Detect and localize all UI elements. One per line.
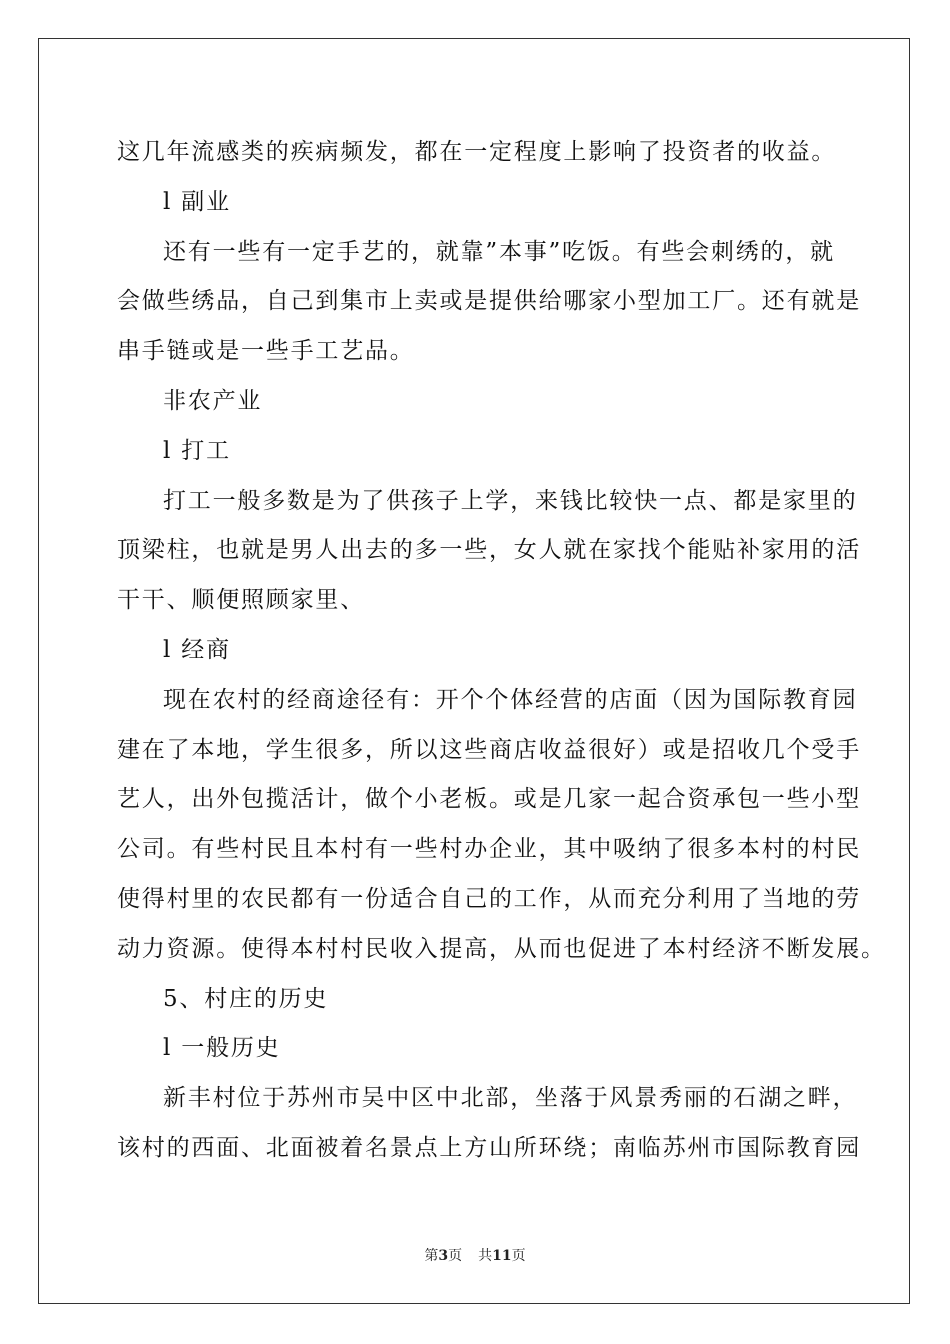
- section-heading-work: l 打工: [163, 437, 231, 464]
- page-number: 3: [438, 1248, 449, 1264]
- text-line: 还有一些有一定手艺的，就靠”本事”吃饭。有些会刺绣的，就: [163, 238, 835, 265]
- text-line: 现在农村的经商途径有：开个个体经营的店面（因为国际教育园: [163, 686, 858, 713]
- text-line: 这几年流感类的疾病频发，都在一定程度上影响了投资者的收益。: [117, 139, 837, 165]
- text-line: 顶梁柱，也就是男人出去的多一些，女人就在家找个能贴补家用的活: [117, 537, 861, 564]
- text-line: 干干、顺便照顾家里、: [117, 587, 365, 614]
- text-line: 打工一般多数是为了供孩子上学，来钱比较快一点、都是家里的: [163, 487, 858, 514]
- total-label-prefix: 共: [478, 1248, 493, 1264]
- page-label-suffix: 页: [448, 1248, 463, 1264]
- text-line: 建在了本地，学生很多，所以这些商店收益很好）或是招收几个受手: [117, 736, 861, 763]
- total-pages: 11: [492, 1248, 512, 1264]
- total-label-suffix: 页: [511, 1248, 526, 1264]
- page-label-prefix: 第: [424, 1248, 439, 1264]
- section-heading-general-history: l 一般历史: [163, 1035, 281, 1062]
- section-heading-non-agricultural: 非农产业: [163, 387, 263, 414]
- text-line: 新丰村位于苏州市吴中区中北部，坐落于风景秀丽的石湖之畔，: [163, 1085, 858, 1112]
- text-line: 艺人，出外包揽活计，做个小老板。或是几家一起合资承包一些小型: [117, 786, 861, 813]
- section-heading-business: l 经商: [163, 636, 231, 663]
- document-body: [117, 128, 886, 1174]
- text-line: 公司。有些村民且本村有一些村办企业，其中吸纳了很多本村的村民: [117, 836, 861, 863]
- text-line: 动力资源。使得本村村民收入提高，从而也促进了本村经济不断发展。: [117, 935, 886, 962]
- page-footer: [0, 1245, 950, 1265]
- text-line: 使得村里的农民都有一份适合自己的工作，从而充分利用了当地的劳: [117, 885, 861, 912]
- text-line: 会做些绣品，自己到集市上卖或是提供给哪家小型加工厂。还有就是: [117, 288, 861, 315]
- section-heading-village-history: 5、村庄的历史: [163, 985, 329, 1012]
- text-line: 串手链或是一些手工艺品。: [117, 338, 415, 365]
- section-heading-sideline: l 副业: [163, 188, 231, 215]
- text-line: 该村的西面、北面被着名景点上方山所环绕；南临苏州市国际教育园: [117, 1134, 861, 1161]
